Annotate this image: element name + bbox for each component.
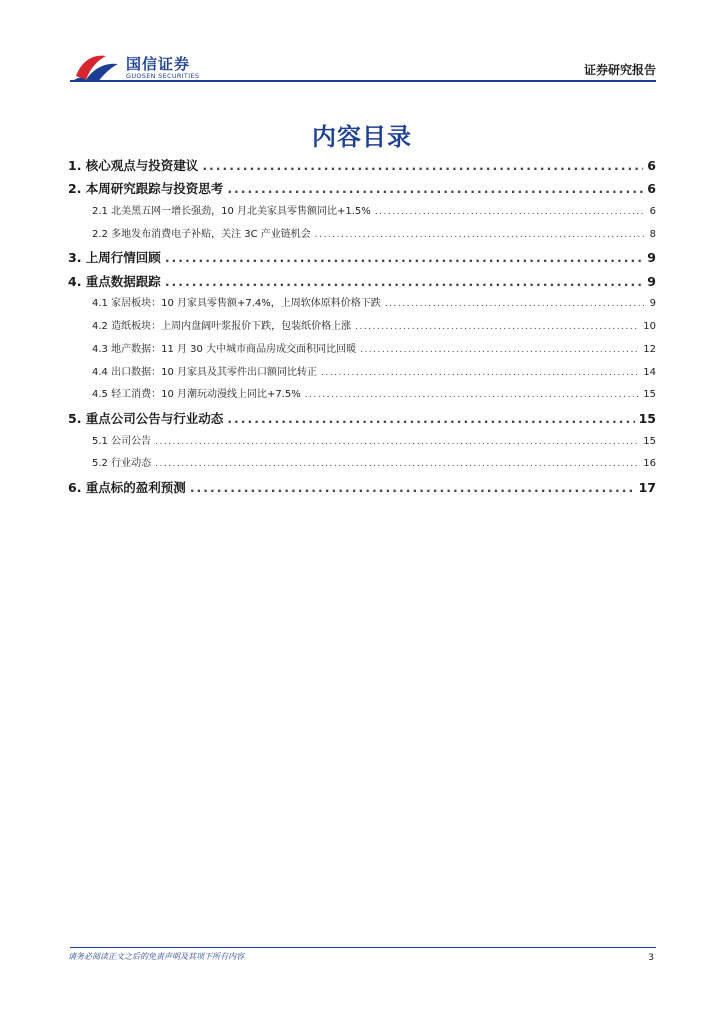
toc-dot-leader — [227, 177, 643, 200]
toc-entry-page: 9 — [647, 250, 656, 266]
toc-entry-page: 9 — [647, 273, 656, 289]
toc-entry-label: 4.3 地产数据：11 月 30 大中城市商品房成交面积同比回暖 — [92, 343, 357, 355]
toc-entry[interactable] — [68, 224, 656, 247]
toc-entry-label: 5.1 公司公告 — [92, 435, 152, 447]
toc-entry-label: 1. 核心观点与投资建议 — [68, 158, 199, 173]
toc-entry-label: 4. 重点数据跟踪 — [68, 273, 161, 289]
logo-chinese-text: 国信证券 — [126, 55, 191, 73]
toc-title: 内容目录 — [312, 123, 412, 151]
toc-entry[interactable] — [68, 270, 656, 293]
toc-entry-page: 9 — [649, 298, 656, 310]
toc-dot-leader — [305, 384, 639, 407]
toc-entry-page: 16 — [643, 458, 656, 470]
toc-entry[interactable] — [68, 201, 656, 224]
toc-entry-label: 4.1 家居板块：10 月家具零售额+7.4%，上周软体原料价格下跌 — [92, 298, 381, 310]
toc-dot-leader — [155, 431, 639, 454]
toc-entry-label: 3. 上周行情回顾 — [68, 250, 161, 266]
toc-dot-leader — [227, 407, 634, 430]
toc-dot-leader — [315, 224, 646, 247]
toc-entry-page: 15 — [643, 435, 656, 447]
toc-entry[interactable] — [68, 431, 656, 454]
toc-entry-page: 8 — [649, 228, 656, 240]
toc-entry-page: 10 — [643, 320, 656, 332]
toc-entry-page: 17 — [638, 480, 656, 496]
toc-entry[interactable] — [68, 476, 656, 499]
toc-dot-leader — [202, 154, 643, 177]
toc-entry-page: 12 — [643, 343, 656, 355]
toc-dot-leader — [321, 362, 639, 385]
toc-entry-label: 2.2 多地发布消费电子补贴，关注 3C 产业链机会 — [92, 228, 311, 240]
guosen-logo-icon — [72, 50, 122, 84]
toc-dot-leader — [360, 339, 639, 362]
toc-entry-label: 4.4 出口数据：10 月家具及其零件出口额同比转正 — [92, 366, 317, 378]
toc-entry[interactable] — [68, 246, 656, 269]
toc-entry[interactable] — [68, 453, 656, 476]
toc-entry-label: 5. 重点公司公告与行业动态 — [68, 411, 224, 427]
toc-dot-leader — [165, 270, 643, 293]
page-header — [0, 0, 724, 90]
toc-entry-label: 5.2 行业动态 — [92, 458, 152, 470]
toc-entry[interactable] — [68, 293, 656, 316]
table-of-contents — [68, 154, 656, 500]
toc-entry-page: 15 — [638, 411, 656, 427]
toc-entry[interactable] — [68, 177, 656, 200]
toc-dot-leader — [190, 476, 635, 499]
toc-entry-label: 4.5 轻工消费：10 月潮玩动漫线上同比+7.5% — [92, 389, 301, 401]
toc-entry-page: 6 — [647, 158, 656, 173]
toc-entry-page: 15 — [643, 389, 656, 401]
toc-entry[interactable] — [68, 316, 656, 339]
footer-divider — [70, 947, 656, 948]
toc-dot-leader — [375, 201, 646, 224]
toc-dot-leader — [355, 316, 639, 339]
toc-entry[interactable] — [68, 362, 656, 385]
page-number: 3 — [648, 953, 654, 963]
toc-entry[interactable] — [68, 154, 656, 177]
toc-entry-label: 2. 本周研究跟踪与投资思考 — [68, 181, 224, 197]
logo-english-text: GUOSEN SECURITIES — [126, 72, 200, 80]
report-type-label: 证券研究报告 — [583, 63, 656, 77]
toc-entry[interactable] — [68, 407, 656, 430]
toc-dot-leader — [165, 246, 643, 269]
header-divider — [70, 80, 656, 82]
toc-dot-leader — [155, 453, 639, 476]
toc-entry-label: 4.2 造纸板块：上周内盘阔叶浆报价下跌，包装纸价格上涨 — [92, 320, 352, 332]
toc-entry[interactable] — [68, 339, 656, 362]
toc-entry-page: 14 — [643, 366, 656, 378]
toc-entry[interactable] — [68, 384, 656, 407]
toc-entry-label: 6. 重点标的盈利预测 — [68, 480, 186, 496]
toc-entry-page: 6 — [649, 205, 656, 217]
toc-entry-label: 2.1 北美黑五网一增长强劲，10 月北美家具零售额同比+1.5% — [92, 205, 371, 217]
toc-dot-leader — [385, 293, 646, 316]
toc-entry-page: 6 — [647, 181, 656, 197]
disclaimer-text: 请务必阅读正文之后的免责声明及其项下所有内容 — [68, 952, 244, 961]
